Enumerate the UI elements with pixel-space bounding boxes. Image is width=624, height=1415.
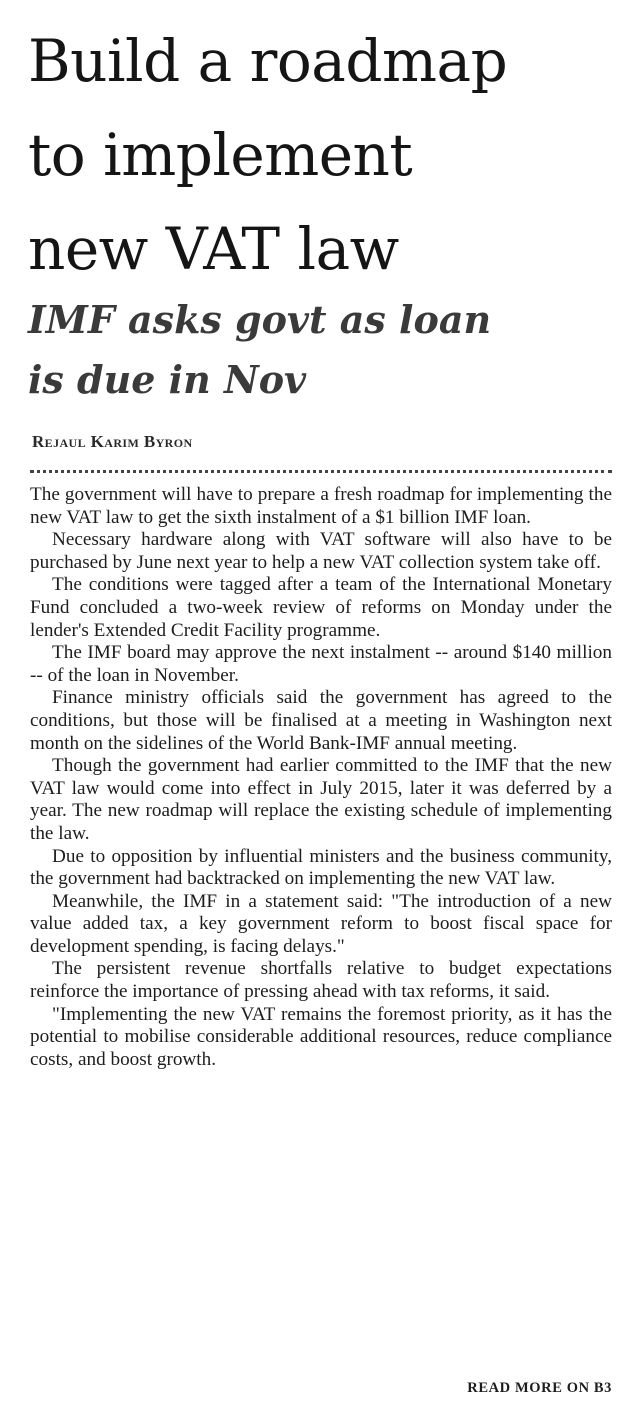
subheadline (28, 290, 618, 410)
article-body (30, 484, 612, 1071)
paragraph: The persistent revenue shortfalls relative to budget expectations reinforce the importance of pressing ahead with tax reforms, it said. (30, 958, 612, 1003)
dotted-divider (30, 470, 612, 473)
paragraph: The conditions were tagged after a team of the International Monetary Fund concluded a two-week review of reforms on Monday under the lender's Extended Credit Facility programme. (30, 574, 612, 641)
subheadline-line: is due in Nov (28, 357, 307, 402)
byline: Rejaul Karim Byron (32, 432, 193, 451)
headline (28, 14, 618, 296)
subheadline-line: IMF asks govt as loan (28, 297, 492, 342)
paragraph: The government will have to prepare a fresh roadmap for implementing the new VAT law to get the sixth instalment of a $1 billion IMF loan. (30, 484, 612, 528)
paragraph: Necessary hardware along with VAT software will also have to be purchased by June next year to help a new VAT collection system take off. (30, 529, 612, 573)
headline-line: new VAT law (28, 215, 399, 283)
read-more-link[interactable]: READ MORE ON B3 (467, 1380, 612, 1396)
paragraph: Finance ministry officials said the government has agreed to the conditions, but those will be finalised at a meeting in Washington next month on the sidelines of the World Bank-IMF annual meeting. (30, 687, 612, 754)
paragraph: "Implementing the new VAT remains the foremost priority, as it has the potential to mobilise considerable additional resources, reduce compliance costs, and boost growth. (30, 1003, 612, 1070)
headline-line: Build a roadmap (28, 27, 508, 95)
headline-line: to implement (28, 121, 413, 189)
paragraph: Due to opposition by influential ministers and the business community, the government had backtracked on implementing the new VAT law. (30, 845, 612, 890)
paragraph: Meanwhile, the IMF in a statement said: "The introduction of a new value added tax, a key government reform to boost fiscal space for development spending, is facing delays." (30, 890, 612, 957)
paragraph: Though the government had earlier committed to the IMF that the new VAT law would come into effect in July 2015, later it was deferred by a year. The new roadmap will replace the existing schedule of implementing the law. (30, 755, 612, 844)
paragraph: The IMF board may approve the next instalment -- around $140 million -- of the loan in November. (30, 642, 612, 686)
